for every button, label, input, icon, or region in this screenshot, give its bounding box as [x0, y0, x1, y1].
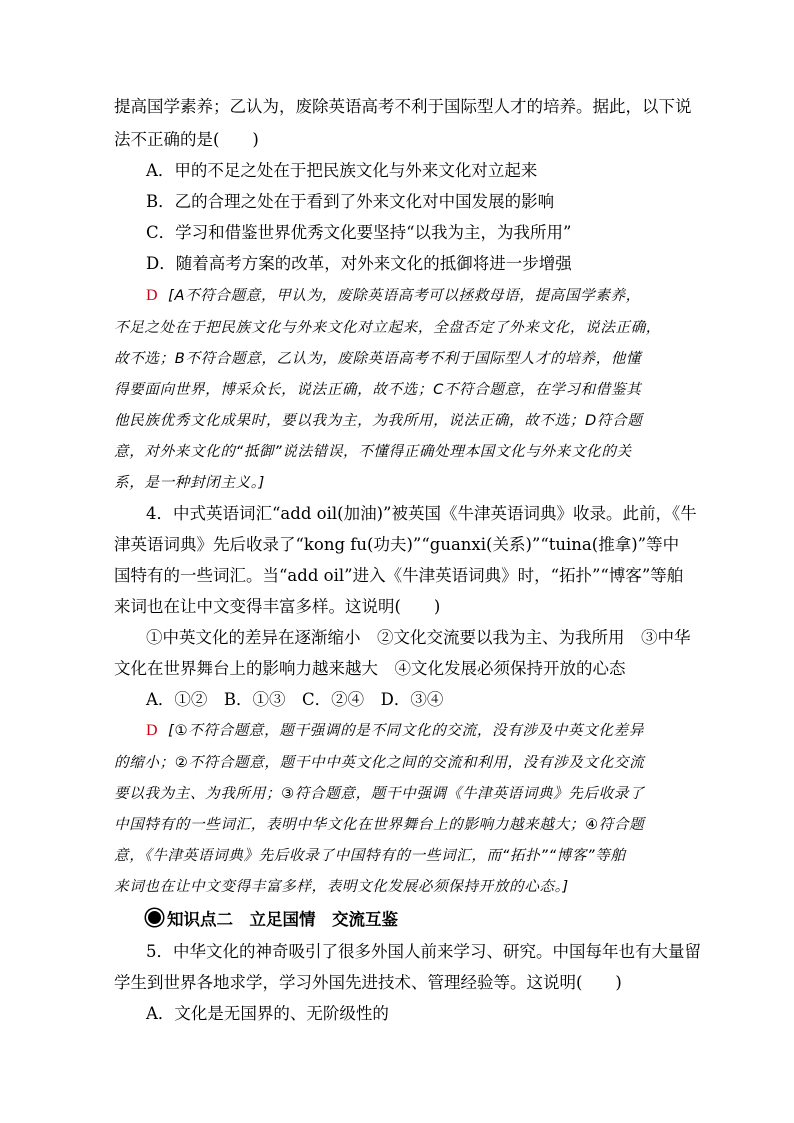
question-stem: 学生到世界各地求学，学习外国先进技术、管理经验等。这说明( ) — [114, 973, 622, 992]
explanation-line — [146, 720, 644, 742]
question-stem: 4．中式英语词汇“add oil(加油)”被英国《牛津英语词典》收录。此前，《牛 — [146, 504, 697, 523]
explanation-line: 来词也在让中文变得丰富多样，表明文化发展必须保持开放的心态。] — [114, 878, 569, 895]
question-stem: 津英语词典》先后收录了“kong fu(功夫)”“guanxi(关系)”“tuina(推拿)”等中 — [114, 535, 680, 554]
option-b: B．乙的合理之处在于看到了外来文化对中国发展的影响 — [146, 192, 555, 211]
option-c: C．学习和借鉴世界优秀文化要坚持“以我为主，为我所用” — [146, 223, 572, 242]
question-stem: 5．中华文化的神奇吸引了很多外国人前来学习、研究。中国每年也有大量留 — [146, 942, 701, 961]
explanation-line: 意，《牛津英语词典》先后收录了中国特有的一些词汇，而“拓扑”“博客”等舶 — [114, 847, 626, 864]
explanation-text: [①不符合题意，题干强调的是不同文化的交流，没有涉及中英文化差异 — [168, 722, 644, 739]
option-d: D．随着高考方案的改革，对外来文化的抵御将进一步增强 — [146, 254, 572, 273]
statement-line: 文化在世界舞台上的影响力越来越大 ④文化发展必须保持开放的心态 — [114, 659, 626, 678]
statement-line: ①中英文化的差异在逐渐缩小 ②文化交流要以我为主、为我所用 ③中华 — [146, 628, 691, 647]
question-stem: 国特有的一些词汇。当“add oil”进入《牛津英语词典》时，“拓扑”“博客”等舶 — [114, 566, 684, 585]
section-heading-text: 知识点二 立足国情 交流互鉴 — [167, 910, 398, 929]
options-line: A．①② B．①③ C．②④ D．③④ — [146, 690, 444, 709]
explanation-line: 他民族优秀文化成果时，要以我为主，为我所用，说法正确，故不选；D符合题 — [114, 412, 643, 429]
text-line: 法不正确的是( ) — [114, 130, 259, 149]
text-line: 提高国学素养；乙认为，废除英语高考不利于国际型人才的培养。据此，以下说 — [114, 97, 692, 116]
explanation-line — [146, 285, 641, 307]
explanation-line: 要以我为主、为我所用；③符合题意，题干中强调《牛津英语词典》先后收录了 — [114, 785, 645, 802]
bullet-icon — [146, 909, 163, 926]
explanation-line: 系，是一种封闭主义。] — [114, 474, 265, 491]
option-a: A．文化是无国界的、无阶级性的 — [146, 1004, 389, 1023]
answer-letter: D — [146, 722, 159, 739]
explanation-text: [A不符合题意，甲认为，废除英语高考可以拯救母语，提高国学素养， — [168, 287, 641, 304]
section-heading — [146, 909, 398, 931]
question-stem: 来词也在让中文变得丰富多样。这说明( ) — [114, 597, 441, 616]
answer-letter: D — [146, 287, 159, 304]
option-a: A．甲的不足之处在于把民族文化与外来文化对立起来 — [146, 161, 538, 180]
explanation-line: 故不选；B不符合题意，乙认为，废除英语高考不利于国际型人才的培养，他懂 — [114, 350, 642, 367]
explanation-line: 的缩小；②不符合题意，题干中中英文化之间的交流和利用，没有涉及文化交流 — [114, 754, 645, 771]
explanation-line: 得要面向世界，博采众长，说法正确，故不选；C不符合题意，在学习和借鉴其 — [114, 381, 642, 398]
explanation-line: 中国特有的一些词汇，表明中华文化在世界舞台上的影响力越来越大；④符合题 — [114, 816, 645, 833]
explanation-line: 不足之处在于把民族文化与外来文化对立起来，全盘否定了外来文化，说法正确， — [114, 319, 661, 336]
explanation-line: 意，对外来文化的“抵御”说法错误，不懂得正确处理本国文化与外来文化的关 — [114, 443, 632, 460]
